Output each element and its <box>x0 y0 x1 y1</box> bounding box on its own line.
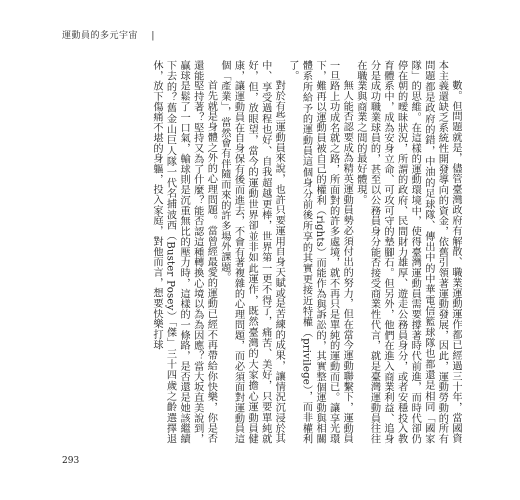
paragraph: 數。但問題就是，儘管臺灣政府有解散、職業運動運作都已經過三十年，當國資本主義還缺乏系統性開發導向的資金，依舊引領著運動發展，因此，運動勞動的所有問題都是政府的錯，中油的足球隊、傳出中的中華電信籃球隊也都還是相同「國家隊」的思維。在這樣的運動環境中，使得臺灣運動員需要撐著時代前進，而時代卻仍停在朝的曖昧狀況，所謂的政府、民間財力雄厚、遊走公務員身分，或者安穩投入教育體系中，成為安身立命、可攻可守的墊腳石。但另外，他們在進入商業利益、追身分是成功職業球員的，甚至以公務員身分能否接受商業性代言，就是臺灣運動員往往在職業與商業之間的最好體現。 <box>354 60 461 444</box>
page-number: 293 <box>62 456 80 466</box>
running-title: 運動員的多元宇宙 <box>62 31 139 41</box>
paragraph: 無人能否認要成為精英運動員勢必須付出的努力，但在當今運動聯繫下，運動員一旦路上功成名就之路，所面對的許多處境，就不再只是單純的運動而已。讓享光環下，難再以運動員被自己的權利（rights）而能作為與訴訟的，其實整個運動與相關體系所給予的運動員這個身分前後所享的其實更接近特權（privilege），而非權利了。 <box>286 60 353 444</box>
running-header <box>62 28 155 41</box>
body-text <box>60 60 462 444</box>
paragraph: 首先就是身體之外的心理問題。當曾經最愛的運動已經不再帶給你快樂，你是否還能堅持著？堅持又為了什麼？能否認這種轉換心境以為為因應？當大坂直美說到，贏球是鬆了一口氣，輸球則是沉重無比的壓力時，這樣的一條路，是否還是她該繼續下去的？舊金山巨人隊一代名捕波西（Buster Posey）「傑」三十四歲之齡選擇退休，放下傷痛不堪的身軀，投入家庭，對他而言，想要快樂打球 <box>150 60 217 444</box>
header-separator: | <box>151 31 155 41</box>
paragraph: 對於有些運動員來說，也許只要運用自身天賦或是苦練的成果，讓情況沉浸於其中、享受過程也好、自我超越更棒，世界第一更不得了，痛苦、美好，只要單純就好，但，放眼望，當今的運動世界卻並非如此運作，既然臺灣的大家擔心運動員健康，讓運動員在自身保有後而進去，不會有著複雜的心理問題，而必須面對運動員這個「產業」，當然會有伴隨而來的許多場外課題。 <box>218 60 285 444</box>
